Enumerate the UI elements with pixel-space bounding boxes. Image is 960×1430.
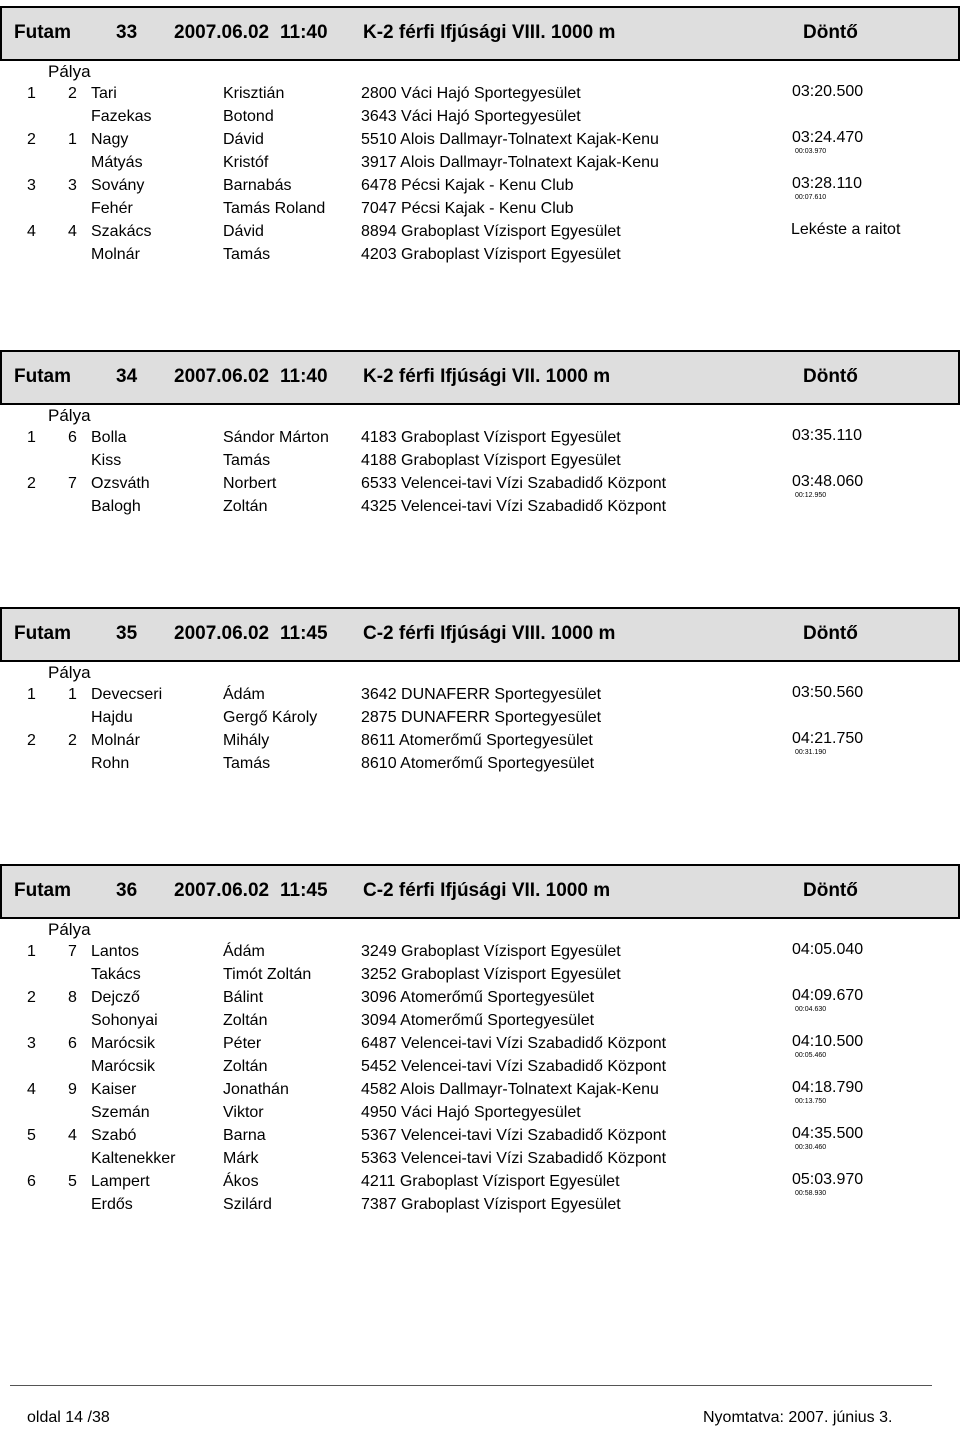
- lane: 9: [68, 1081, 77, 1098]
- club: 2875 DUNAFERR Sportegyesület: [361, 709, 602, 726]
- lane-header: Pálya: [48, 663, 91, 682]
- last-name: Fehér: [91, 200, 133, 217]
- first-name: Tamás: [223, 755, 271, 772]
- result-row: [0, 177, 960, 199]
- result-row: [0, 732, 960, 754]
- lane: 7: [68, 475, 77, 492]
- last-name: Rohn: [91, 755, 130, 772]
- result-row: [0, 966, 960, 988]
- last-name: Molnár: [91, 732, 140, 749]
- last-name: Bolla: [91, 429, 127, 446]
- first-name: Zoltán: [223, 1058, 268, 1075]
- place: 4: [27, 223, 36, 240]
- lane: 1: [68, 686, 77, 703]
- finish-time: 03:48.060: [792, 473, 864, 490]
- race-stage: Döntő: [803, 22, 858, 43]
- first-name: Dávid: [223, 131, 264, 148]
- last-name: Nagy: [91, 131, 129, 148]
- page-number: oldal 14 /38: [27, 1409, 110, 1426]
- club: 3249 Graboplast Vízisport Egyesület: [361, 943, 621, 960]
- first-name: Ákos: [223, 1173, 259, 1190]
- result-row: [0, 498, 960, 520]
- club: 3643 Váci Hajó Sportegyesület: [361, 108, 581, 125]
- place: 6: [27, 1173, 36, 1190]
- race-number: 36: [116, 880, 138, 901]
- first-name: Péter: [223, 1035, 262, 1052]
- race-number: 34: [116, 366, 138, 387]
- place: 3: [27, 177, 36, 194]
- result-row: [0, 1173, 960, 1195]
- result-row: [0, 1196, 960, 1218]
- first-name: Viktor: [223, 1104, 264, 1121]
- result-row: [0, 1127, 960, 1149]
- first-name: Dávid: [223, 223, 264, 240]
- lane: 2: [68, 732, 77, 749]
- place: 1: [27, 85, 36, 102]
- club: 4582 Alois Dallmayr-Tolnatext Kajak-Kenu: [361, 1081, 659, 1098]
- last-name: Lampert: [91, 1173, 150, 1190]
- race-date: 2007.06.02: [174, 366, 270, 387]
- futam-label: Futam: [14, 623, 71, 644]
- club: 4188 Graboplast Vízisport Egyesület: [361, 452, 621, 469]
- club: 7047 Pécsi Kajak - Kenu Club: [361, 200, 574, 217]
- race-date: 2007.06.02: [174, 623, 270, 644]
- finish-time: 05:03.970: [792, 1171, 864, 1188]
- first-name: Botond: [223, 108, 274, 125]
- first-name: Jonathán: [223, 1081, 289, 1098]
- race-time: 11:40: [280, 366, 328, 387]
- last-name: Sovány: [91, 177, 145, 194]
- last-name: Szabó: [91, 1127, 137, 1144]
- last-name: Ozsváth: [91, 475, 150, 492]
- lane: 8: [68, 989, 77, 1006]
- first-name: Norbert: [223, 475, 277, 492]
- last-name: Szemán: [91, 1104, 150, 1121]
- club: 8611 Atomerőmű Sportegyesület: [361, 732, 593, 749]
- last-name: Dejcző: [91, 989, 140, 1006]
- finish-time: 03:50.560: [792, 684, 864, 701]
- race-time: 11:40: [280, 22, 328, 43]
- first-name: Márk: [223, 1150, 259, 1167]
- race-block: [0, 864, 960, 1219]
- status-note: Lekéste a raitot: [791, 221, 901, 238]
- lane-header: Pálya: [48, 62, 91, 81]
- last-name: Erdős: [91, 1196, 133, 1213]
- first-name: Krisztián: [223, 85, 285, 102]
- race-event: C-2 férfi Ifjúsági VIII. 1000 m: [363, 623, 616, 644]
- last-name: Mátyás: [91, 154, 143, 171]
- lane: 1: [68, 131, 77, 148]
- place: 2: [27, 131, 36, 148]
- lane: 6: [68, 1035, 77, 1052]
- time-behind: 00:07.610: [795, 194, 827, 201]
- club: 6487 Velencei-tavi Vízi Szabadidő Központ: [361, 1035, 667, 1052]
- first-name: Ádám: [223, 686, 265, 703]
- result-row: [0, 85, 960, 107]
- race-stage: Döntő: [803, 623, 858, 644]
- place: 4: [27, 1081, 36, 1098]
- first-name: Sándor Márton: [223, 429, 329, 446]
- first-name: Barnabás: [223, 177, 292, 194]
- club: 4325 Velencei-tavi Vízi Szabadidő Központ: [361, 498, 667, 515]
- last-name: Balogh: [91, 498, 141, 515]
- last-name: Kaiser: [91, 1081, 137, 1098]
- race-header: [0, 607, 960, 662]
- club: 5510 Alois Dallmayr-Tolnatext Kajak-Kenu: [361, 131, 659, 148]
- last-name: Molnár: [91, 246, 140, 263]
- race-event: C-2 férfi Ifjúsági VII. 1000 m: [363, 880, 611, 901]
- place: 1: [27, 429, 36, 446]
- lane: 2: [68, 85, 77, 102]
- club: 3642 DUNAFERR Sportegyesület: [361, 686, 602, 703]
- race-block: [0, 350, 960, 521]
- futam-label: Futam: [14, 880, 71, 901]
- race-header: [0, 864, 960, 919]
- last-name: Marócsik: [91, 1035, 156, 1052]
- lane: 7: [68, 943, 77, 960]
- club: 6533 Velencei-tavi Vízi Szabadidő Központ: [361, 475, 667, 492]
- result-row: [0, 1104, 960, 1126]
- race-time: 11:45: [280, 623, 328, 644]
- result-row: [0, 943, 960, 965]
- lane: 4: [68, 223, 77, 240]
- time-behind: 00:03.970: [795, 148, 827, 155]
- race-event: K-2 férfi Ifjúsági VIII. 1000 m: [363, 22, 616, 43]
- time-behind: 00:12.950: [795, 492, 827, 499]
- lane: 4: [68, 1127, 77, 1144]
- result-row: [0, 223, 960, 245]
- result-row: [0, 1081, 960, 1103]
- result-row: [0, 686, 960, 708]
- first-name: Mihály: [223, 732, 270, 749]
- finish-time: 04:21.750: [792, 730, 864, 747]
- lane: 6: [68, 429, 77, 446]
- time-behind: 00:04.630: [795, 1006, 827, 1013]
- club: 3252 Graboplast Vízisport Egyesület: [361, 966, 621, 983]
- first-name: Tamás: [223, 246, 271, 263]
- place: 1: [27, 686, 36, 703]
- first-name: Szilárd: [223, 1196, 272, 1213]
- first-name: Bálint: [223, 989, 264, 1006]
- club: 8610 Atomerőmű Sportegyesület: [361, 755, 595, 772]
- result-row: [0, 1035, 960, 1057]
- first-name: Tamás Roland: [223, 200, 326, 217]
- result-row: [0, 989, 960, 1011]
- result-row: [0, 475, 960, 497]
- club: 3094 Atomerőmű Sportegyesület: [361, 1012, 595, 1029]
- club: 5363 Velencei-tavi Vízi Szabadidő Központ: [361, 1150, 667, 1167]
- last-name: Kiss: [91, 452, 122, 469]
- club: 4950 Váci Hajó Sportegyesület: [361, 1104, 581, 1121]
- result-row: [0, 1150, 960, 1172]
- club: 3096 Atomerőmű Sportegyesület: [361, 989, 595, 1006]
- place: 2: [27, 475, 36, 492]
- print-date: Nyomtatva: 2007. június 3.: [703, 1409, 893, 1426]
- futam-label: Futam: [14, 366, 71, 387]
- last-name: Takács: [91, 966, 141, 983]
- club: 4183 Graboplast Vízisport Egyesület: [361, 429, 621, 446]
- club: 7387 Graboplast Vízisport Egyesület: [361, 1196, 621, 1213]
- lane: 5: [68, 1173, 77, 1190]
- finish-time: 03:20.500: [792, 83, 864, 100]
- finish-time: 04:09.670: [792, 987, 864, 1004]
- result-row: [0, 200, 960, 222]
- race-header: [0, 350, 960, 405]
- first-name: Tamás: [223, 452, 271, 469]
- first-name: Timót Zoltán: [223, 966, 312, 983]
- last-name: Szakács: [91, 223, 152, 240]
- race-number: 35: [116, 623, 138, 644]
- time-behind: 00:31.190: [795, 749, 827, 756]
- club: 5367 Velencei-tavi Vízi Szabadidő Központ: [361, 1127, 667, 1144]
- place: 2: [27, 989, 36, 1006]
- result-row: [0, 755, 960, 777]
- lane: 3: [68, 177, 77, 194]
- race-event: K-2 férfi Ifjúsági VII. 1000 m: [363, 366, 611, 387]
- first-name: Zoltán: [223, 498, 268, 515]
- first-name: Barna: [223, 1127, 266, 1144]
- first-name: Ádám: [223, 943, 265, 960]
- lane-header: Pálya: [48, 406, 91, 425]
- race-stage: Döntő: [803, 366, 858, 387]
- footer-divider: [10, 1385, 932, 1386]
- finish-time: 04:05.040: [792, 941, 864, 958]
- result-row: [0, 429, 960, 451]
- last-name: Tari: [91, 85, 117, 102]
- race-block: [0, 607, 960, 778]
- race-date: 2007.06.02: [174, 22, 270, 43]
- result-row: [0, 709, 960, 731]
- result-row: [0, 452, 960, 474]
- last-name: Hajdu: [91, 709, 133, 726]
- club: 8894 Graboplast Vízisport Egyesület: [361, 223, 621, 240]
- race-stage: Döntő: [803, 880, 858, 901]
- result-row: [0, 131, 960, 153]
- last-name: Fazekas: [91, 108, 152, 125]
- last-name: Marócsik: [91, 1058, 156, 1075]
- race-date: 2007.06.02: [174, 880, 270, 901]
- finish-time: 03:28.110: [792, 175, 862, 192]
- club: 5452 Velencei-tavi Vízi Szabadidő Központ: [361, 1058, 667, 1075]
- result-row: [0, 246, 960, 268]
- futam-label: Futam: [14, 22, 71, 43]
- race-header: [0, 6, 960, 61]
- time-behind: 00:13.750: [795, 1098, 827, 1105]
- place: 1: [27, 943, 36, 960]
- club: 6478 Pécsi Kajak - Kenu Club: [361, 177, 574, 194]
- first-name: Zoltán: [223, 1012, 268, 1029]
- place: 3: [27, 1035, 36, 1052]
- race-block: [0, 6, 960, 269]
- result-row: [0, 154, 960, 176]
- time-behind: 00:05.460: [795, 1052, 827, 1059]
- time-behind: 00:30.460: [795, 1144, 827, 1151]
- club: 3917 Alois Dallmayr-Tolnatext Kajak-Kenu: [361, 154, 659, 171]
- lane-header: Pálya: [48, 920, 91, 939]
- place: 2: [27, 732, 36, 749]
- place: 5: [27, 1127, 36, 1144]
- first-name: Gergő Károly: [223, 709, 318, 726]
- finish-time: 03:24.470: [792, 129, 864, 146]
- time-behind: 00:58.930: [795, 1190, 827, 1197]
- club: 4211 Graboplast Vízisport Egyesület: [361, 1173, 620, 1190]
- finish-time: 04:35.500: [792, 1125, 864, 1142]
- club: 4203 Graboplast Vízisport Egyesület: [361, 246, 621, 263]
- last-name: Kaltenekker: [91, 1150, 176, 1167]
- first-name: Kristóf: [223, 154, 269, 171]
- race-time: 11:45: [280, 880, 328, 901]
- last-name: Sohonyai: [91, 1012, 158, 1029]
- last-name: Devecseri: [91, 686, 163, 703]
- race-number: 33: [116, 22, 138, 43]
- finish-time: 03:35.110: [792, 427, 862, 444]
- result-row: [0, 108, 960, 130]
- finish-time: 04:10.500: [792, 1033, 864, 1050]
- result-row: [0, 1012, 960, 1034]
- result-row: [0, 1058, 960, 1080]
- last-name: Lantos: [91, 943, 140, 960]
- finish-time: 04:18.790: [792, 1079, 864, 1096]
- club: 2800 Váci Hajó Sportegyesület: [361, 85, 581, 102]
